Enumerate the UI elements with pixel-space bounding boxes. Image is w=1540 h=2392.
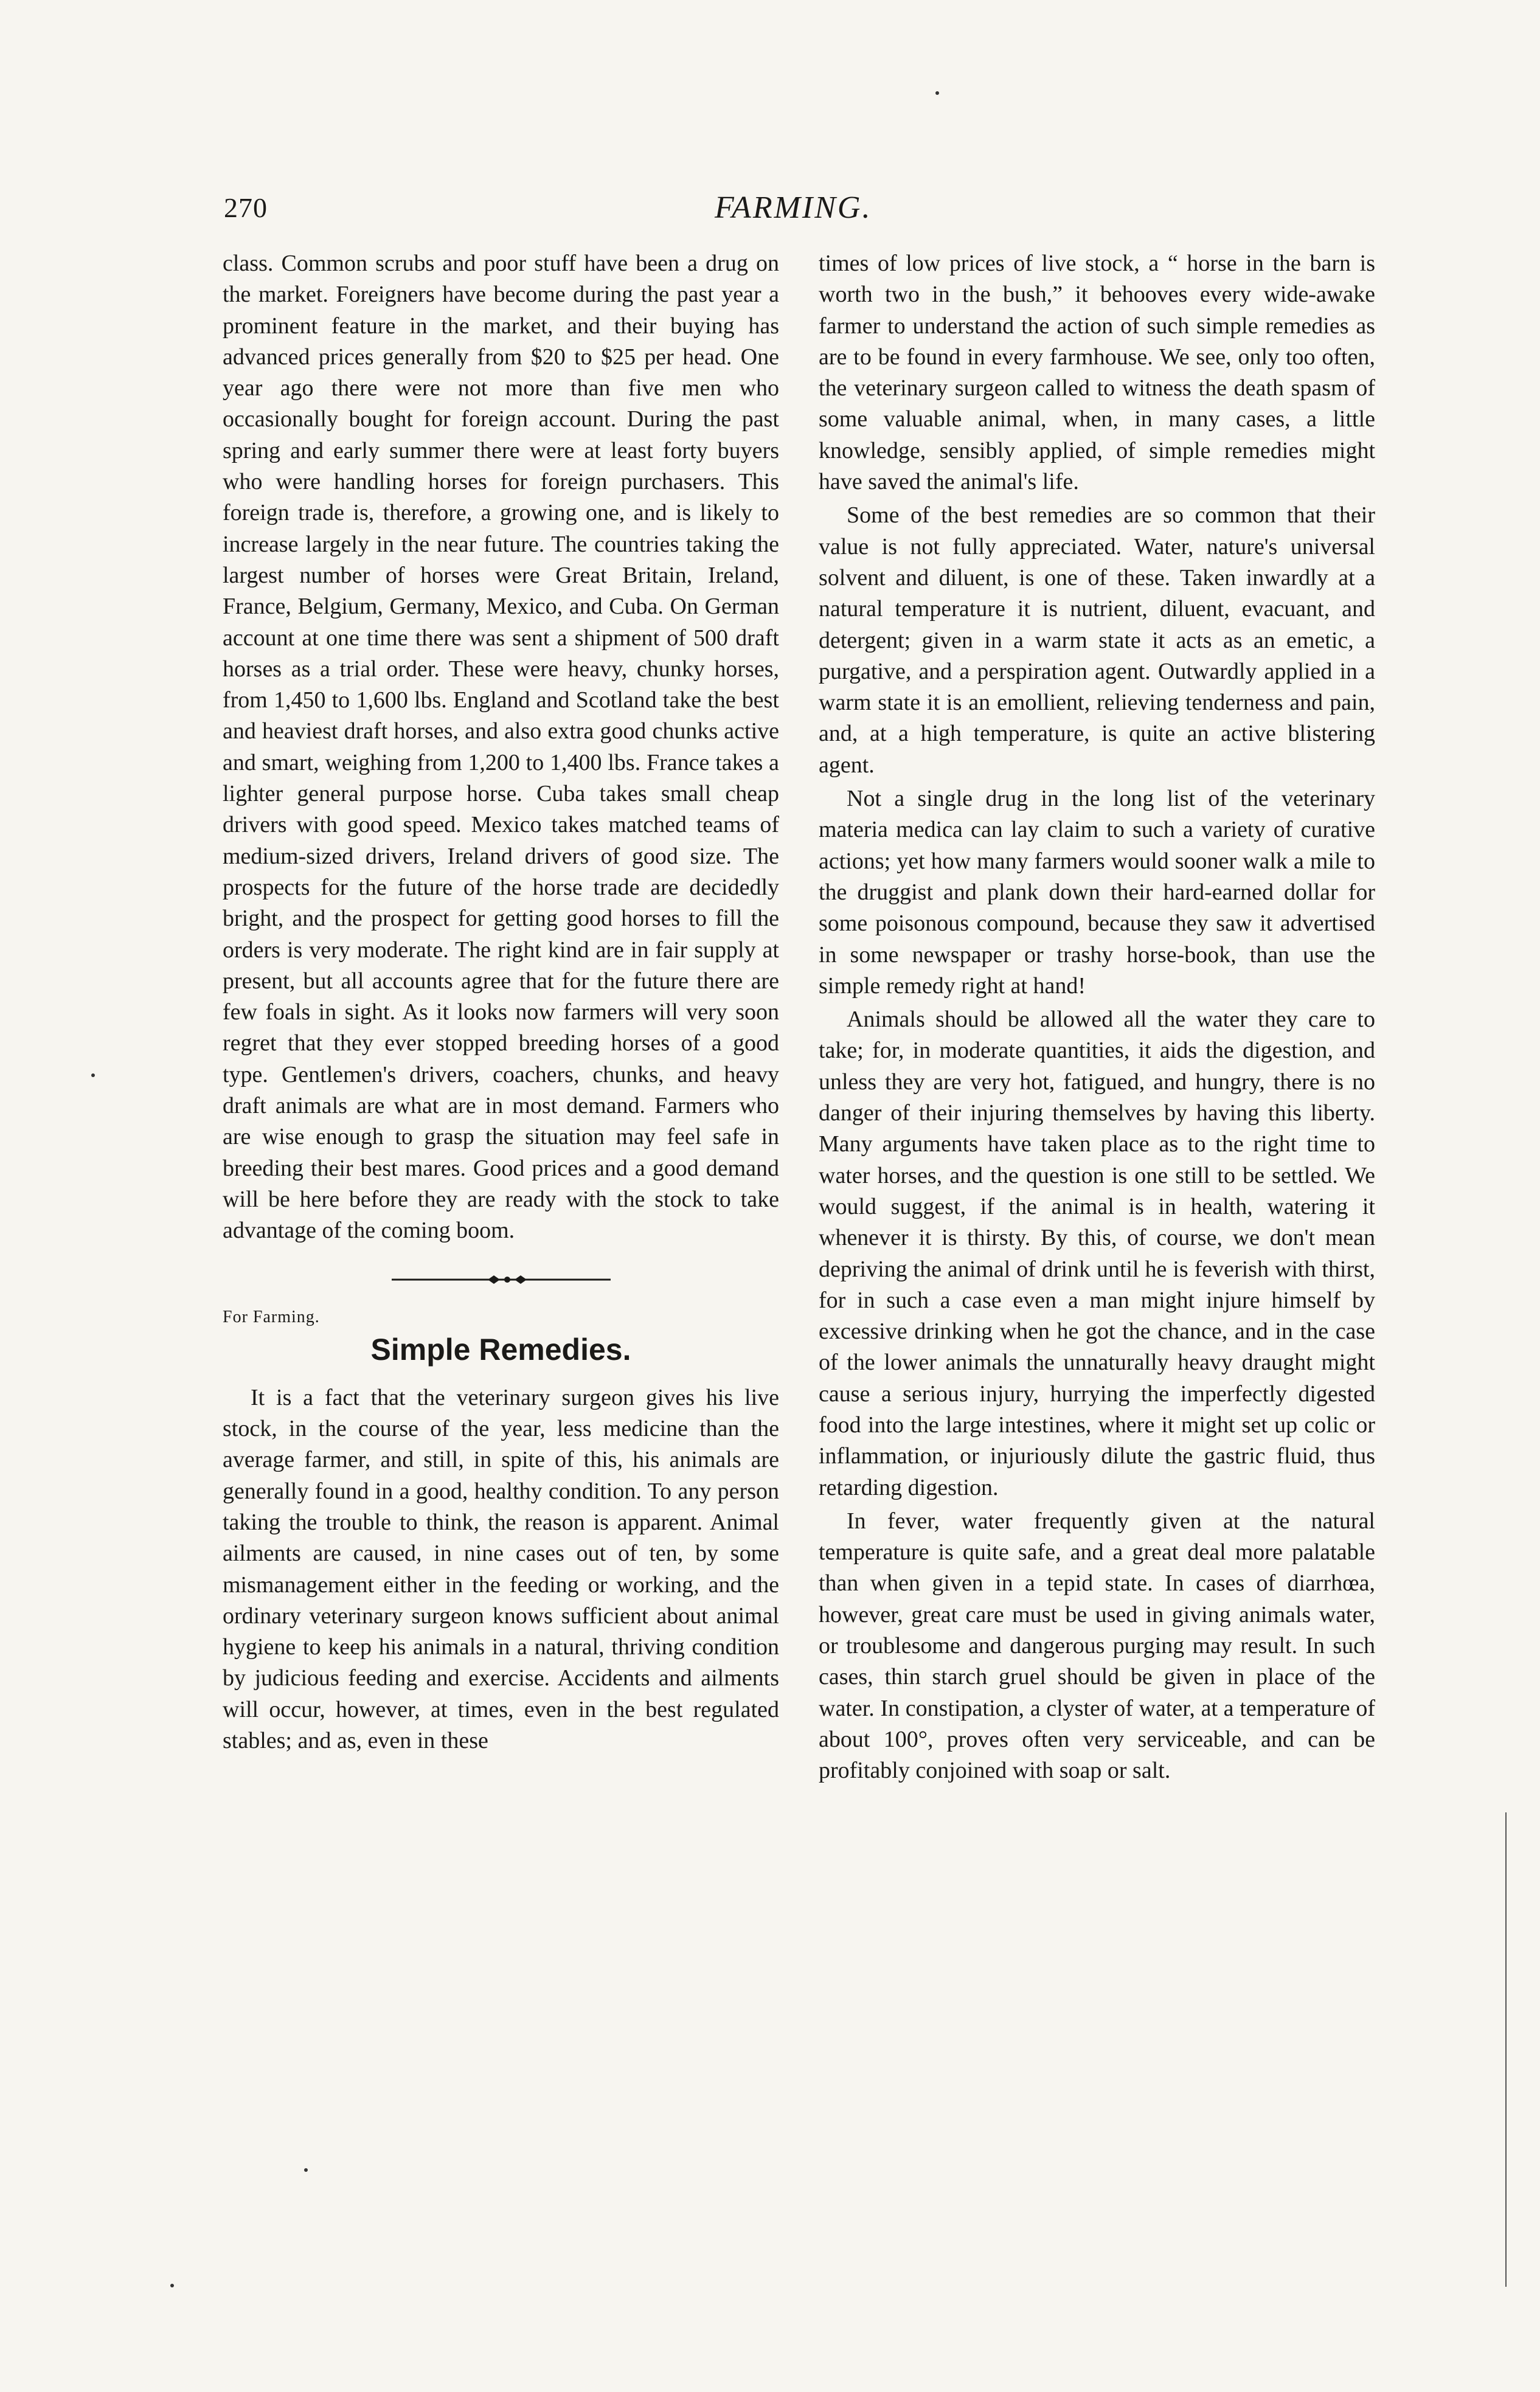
section-divider [386, 1274, 617, 1286]
scan-edge-line [1505, 1812, 1507, 2287]
right-paragraph-3: Not a single drug in the long list of the veterinary materia medica can lay claim to such a variety of curative actions; yet how many farmers would sooner walk a mile to the druggist and plank down their hard-earned dollar for some poisonous compound, because they saw it advertised in some newspaper or trashy horse-book, than use the simple remedy right at hand! [819, 786, 1375, 999]
ink-speck [91, 1073, 95, 1077]
left-paragraph-2: It is a fact that the veterinary surgeon gives his live stock, in the course of the year, less medicine than the average farmer, and still, in spite of this, his animals are generally found in a good, healthy condition. To any person taking the trouble to think, the reason is apparent. Animal ailments are caused, in nine cases out of ten, by some mismanagement either in the feeding or working, and the ordinary veterinary surgeon knows sufficient about animal hygiene to keep his animals in a natural, thriving condition by judicious feeding and exercise. Accidents and ailments will occur, however, at times, even in the best regulated stables; and as, even in these [223, 1384, 779, 1754]
article-title: Simple Remedies. [370, 1332, 631, 1367]
right-paragraph-5: In fever, water frequently given at the natural temperature is quite safe, and a great deal more palatable than when given in a tepid state. In cases of diarrhœa, however, great care must be used in giving animals water, or troublesome and dangerous purging may result. In such cases, thin starch gruel should be given in place of the water. In constipation, a clyster of water, at a temperature of about 100°, proves often very serviceable, and can be profitably conjoined with soap or salt. [819, 1508, 1375, 1784]
byline: For Farming. [223, 1307, 320, 1326]
right-paragraph-4: Animals should be allowed all the water they care to take; for, in moderate quantities, it aids the digestion, and unless they are very hot, fatigued, and hungry, there is no danger of their injuring themselves by having this liberty. Many arguments have taken place as to the right time to water horses, and the question is one still to be settled. We would suggest, if the animal is in health, watering it whenever it is thirsty. By this, of course, we don't mean depriving the animal of drink until he is feverish with thirst, for in such a case even a man might injure himself by excessive drinking when he got the chance, and in the case of the lower animals the unnaturally heavy draught might cause a serious injury, hurrying the imperfectly digested food into the large intestines, where it might set up colic or inflammation, or injuriously dilute the gastric fluid, thus retarding digestion. [819, 1007, 1375, 1500]
right-paragraph-1: times of low prices of live stock, a “ horse in the barn is worth two in the bush,” it behooves every wide-awake farmer to understand the action of such simple remedies as are to be found in every farmhouse. We see, only too often, the veterinary surgeon called to witness the death spasm of some valuable animal, when, in many cases, a little knowledge, sensibly applied, of simple remedies might have saved the animal's life. [819, 251, 1375, 495]
left-paragraph-1: class. Common scrubs and poor stuff have been a drug on the market. Foreigners have become during the past year a prominent feature in the market, and their buying has advanced prices generally from $20 to $25 per head. One year ago there were not more than five men who occasionally bought for foreign account. During the past spring and early summer there were at least forty buyers who were handling horses for foreign purchasers. This foreign trade is, therefore, a growing one, and is likely to increase largely in the near future. The countries taking the largest number of horses were Great Britain, Ireland, France, Belgium, Germany, Mexico, and Cuba. On German account at one time there was sent a shipment of 500 draft horses as a trial order. These were heavy, chunky horses, from 1,450 to 1,600 lbs. England and Scotland take the best and heaviest draft horses, and also extra good chunks active and smart, weighing from 1,200 to 1,400 lbs. France takes a lighter general purpose horse. Cuba takes small cheap drivers with good speed. Mexico takes matched teams of medium-sized drivers, Ireland drivers of good size. The prospects for the future of the horse trade are decidedly bright, and the prospect for getting good horses to fill the orders is very moderate. The right kind are in fair supply at present, but all accounts agree that for the future there are few foals in sight. As it looks now farmers will very soon regret that they ever stopped breeding horses of a good type. Gentlemen's drivers, coachers, chunks, and heavy draft animals are what are in most demand. Farmers who are wise enough to grasp the situation may feel safe in breeding their best mares. Good prices and a good demand will be here before they are ready with the stock to take advantage of the coming boom. [223, 251, 779, 1244]
ink-speck [935, 91, 939, 95]
ink-speck [304, 2168, 308, 2172]
right-column [819, 248, 1375, 1789]
running-head: FARMING. [715, 190, 872, 225]
page-number: 270 [224, 192, 268, 223]
ink-speck [170, 2284, 174, 2287]
right-paragraph-2: Some of the best remedies are so common that their value is not fully appreciated. Water, nature's universal solvent and diluent, is one of these. Taken inwardly at a natural temperature it is nutrient, diluent, evacuant, and detergent; given in a warm state it acts as an emetic, a purgative, and a perspiration agent. Outwardly applied in a warm state it is an emollient, relieving tenderness and pain, and, at a high temperature, is quite an active blistering agent. [819, 502, 1375, 778]
left-column [223, 248, 779, 1756]
